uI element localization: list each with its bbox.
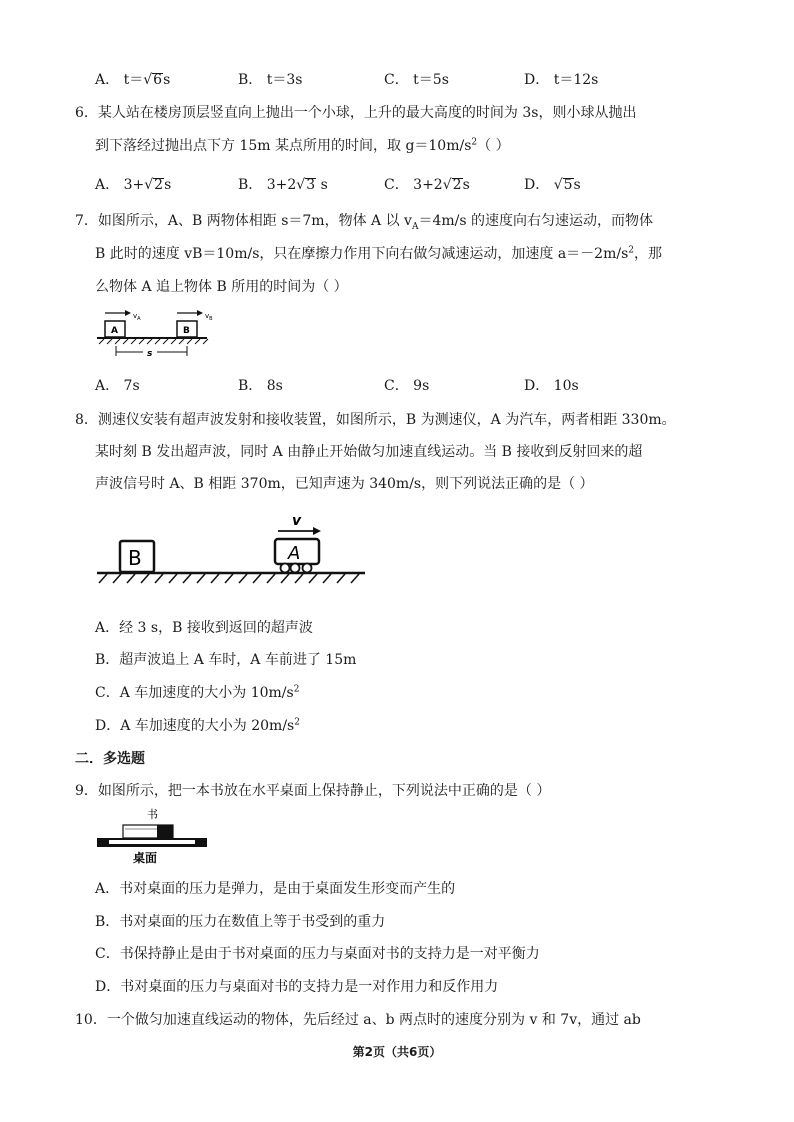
section-heading: 二．多选题 xyxy=(75,751,145,767)
q8-car-wheel-left xyxy=(281,564,290,573)
q7-vb-label: $v_B$ xyxy=(205,312,213,322)
q5-option-c: C． t＝5s xyxy=(384,72,449,88)
q9-option-d: D．书对桌面的压力与桌面对书的支持力是一对作用力和反作用力 xyxy=(95,979,499,995)
q6-line-1: 6．某人站在楼房顶层竖直向上抛出一个小球，上升的最大高度的时间为 3s，则小球从抛出 xyxy=(75,105,637,121)
q7-figure xyxy=(95,308,225,360)
q7-arrow-b-head xyxy=(197,310,203,316)
q7-line-2: B 此时的速度 vB＝10m/s，只在摩擦力作用下向右做匀减速运动，加速度 $a=-2m/s^2$，那 xyxy=(95,245,662,262)
q7-line-3: 么物体 A 追上物体 B 所用的时间为（ ） xyxy=(95,279,348,295)
q6-option-d: D． √5s xyxy=(524,177,581,193)
q9-book-label: 书 xyxy=(147,808,158,821)
q5-option-b: B． t＝3s xyxy=(238,72,303,88)
q7-arrow-a-head xyxy=(125,310,131,316)
q9-option-a: A．书对桌面的压力是弹力，是由于桌面发生形变而产生的 xyxy=(95,881,456,897)
q7-ground-hatch xyxy=(99,339,208,344)
q8-b-label: B xyxy=(128,546,142,570)
q8-car-wheel-mid xyxy=(291,564,300,573)
q6-option-b: B． 3+2√3 s xyxy=(238,177,328,193)
q8-option-b: B．超声波追上 A 车时，A 车前进了 15m xyxy=(95,652,357,668)
q8-option-a: A．经 3 s，B 接收到返回的超声波 xyxy=(95,620,313,636)
q6-option-c: C． 3+2√2s xyxy=(384,177,470,193)
q7-line-1: 7．如图所示，A、B 两物体相距 s＝7m，物体 A 以 $v_A=4m/s$ 的速度向右匀速运动，而物体 xyxy=(75,213,653,232)
q6-line-2: 到下落经过抛出点下方 15m 某点所用的时间，取 $g=10m/s^2$（ ） xyxy=(95,137,510,154)
q9-book-spine xyxy=(157,825,173,838)
q7-option-d: D． 10s xyxy=(524,378,579,394)
q8-figure xyxy=(95,503,375,595)
q6-option-a: A． 3+√2s xyxy=(95,177,172,193)
q8-v-label: v xyxy=(292,513,302,529)
q7-block-a-label: A xyxy=(111,326,118,336)
q9-line-1: 9．如图所示，把一本书放在水平桌面上保持静止，下列说法中正确的是（ ） xyxy=(75,783,551,799)
q9-option-c: C．书保持静止是由于书对桌面的压力与桌面对书的支持力是一对平衡力 xyxy=(95,946,540,962)
q7-option-c: C． 9s xyxy=(384,378,430,394)
q10-line-1: 10．一个做匀加速直线运动的物体，先后经过 a、b 两点时的速度分别为 v 和 7v，通过 ab xyxy=(75,1012,641,1028)
q8-velocity-arrow-head xyxy=(313,527,321,535)
q7-va-label: $v_A$ xyxy=(133,312,141,322)
q9-option-b: B．书对桌面的压力在数值上等于书受到的重力 xyxy=(95,914,386,930)
q5-option-d: D． t＝12s xyxy=(524,72,599,88)
q9-desk-label: 桌面 xyxy=(133,851,158,865)
q8-ground-hatch xyxy=(99,574,359,583)
q8-line-1: 8．测速仪安装有超声波发射和接收装置，如图所示，B 为测速仪，A 为汽车，两者相距 330m。 xyxy=(75,412,676,428)
q7-block-b-label: B xyxy=(183,326,190,336)
q7-option-a: A． 7s xyxy=(95,378,140,394)
q8-option-c: C．A 车加速度的大小为 $10m/s^2$ xyxy=(95,684,300,701)
q8-option-d: D．A 车加速度的大小为 $20m/s^2$ xyxy=(95,717,300,734)
q8-a-label: A xyxy=(288,543,301,564)
page-footer: 第2页（共6页） xyxy=(352,1045,442,1059)
q7-option-b: B． 8s xyxy=(238,378,283,394)
q8-line-3: 声波信号时 A、B 相距 370m，已知声速为 340m/s，则下列说法正确的是（ ） xyxy=(95,476,594,492)
q9-figure xyxy=(95,805,215,865)
q7-s-label: s xyxy=(147,349,153,359)
q5-option-a: A． t＝√6s xyxy=(95,72,171,88)
q8-line-2: 某时刻 B 发出超声波，同时 A 由静止开始做匀加速直线运动。当 B 接收到反射回来的超 xyxy=(95,444,643,460)
q8-car-wheel-right xyxy=(303,564,312,573)
